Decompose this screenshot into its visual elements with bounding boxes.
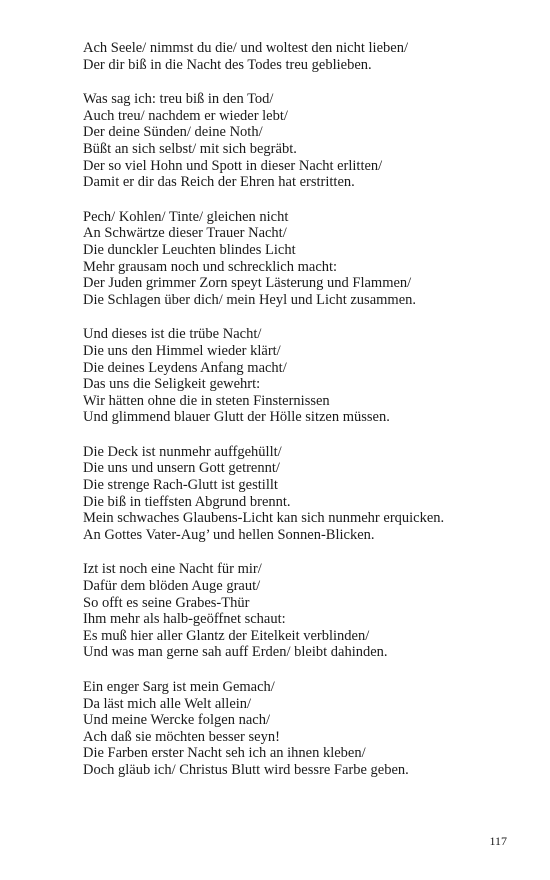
poem-line: Und dieses ist die trübe Nacht/ — [83, 326, 262, 343]
poem-body — [83, 40, 523, 797]
stanza — [83, 326, 523, 426]
poem-line: Der Juden grimmer Zorn speyt Lästerung und Flammen/ — [83, 275, 412, 292]
poem-line: Wir hätten ohne die in steten Finsternissen — [83, 392, 330, 409]
stanza — [83, 561, 523, 661]
poem-line: Und glimmend blauer Glutt der Hölle sitzen müssen. — [83, 409, 390, 426]
poem-line: So offt es seine Grabes-Thür — [83, 594, 250, 611]
poem-line: Mehr grausam noch und schrecklich macht: — [83, 258, 338, 275]
poem-line: Und was man gerne sah auff Erden/ bleibt dahinden. — [83, 644, 388, 661]
poem-line: Was sag ich: treu biß in den Tod/ — [83, 91, 274, 108]
poem-line: Büßt an sich selbst/ mit sich begräbt. — [83, 140, 297, 157]
poem-line: Die dunckler Leuchten blindes Licht — [83, 241, 296, 258]
stanza — [83, 444, 523, 544]
poem-line: Die Deck ist nunmehr auffgehüllt/ — [83, 443, 282, 460]
poem-line: Der dir biß in die Nacht des Todes treu geblieben. — [83, 56, 372, 73]
poem-line: Izt ist noch eine Nacht für mir/ — [83, 561, 262, 578]
poem-line: Pech/ Kohlen/ Tinte/ gleichen nicht — [83, 208, 289, 225]
poem-line: An Schwärtze dieser Trauer Nacht/ — [83, 225, 287, 242]
stanza — [83, 679, 523, 779]
stanza — [83, 209, 523, 309]
poem-line: Die Farben erster Nacht seh ich an ihnen kleben/ — [83, 745, 366, 762]
poem-line: Die strenge Rach-Glutt ist gestillt — [83, 477, 278, 494]
poem-line: Die uns den Himmel wieder klärt/ — [83, 342, 281, 359]
poem-line: Das uns die Seligkeit gewehrt: — [83, 376, 261, 393]
poem-line: Der deine Sünden/ deine Noth/ — [83, 124, 263, 141]
poem-line: Ach Seele/ nimmst du die/ und woltest den nicht lieben/ — [83, 40, 408, 56]
page-number: 117 — [489, 834, 507, 848]
poem-line: Die biß in tieffsten Abgrund brennt. — [83, 493, 291, 510]
poem-line: Und meine Wercke folgen nach/ — [83, 712, 270, 729]
poem-line: An Gottes Vater-Aug’ und hellen Sonnen-Blicken. — [83, 526, 375, 543]
poem-line: Da läst mich alle Welt allein/ — [83, 695, 252, 712]
poem-line: Ihm mehr als halb-geöffnet schaut: — [83, 611, 286, 628]
poem-line: Die deines Leydens Anfang macht/ — [83, 359, 287, 376]
stanza — [83, 91, 523, 191]
poem-line: Doch gläub ich/ Christus Blutt wird bessre Farbe geben. — [83, 761, 409, 778]
poem-line: Die Schlagen über dich/ mein Heyl und Licht zusammen. — [83, 291, 417, 308]
poem-line: Auch treu/ nachdem er wieder lebt/ — [83, 107, 288, 124]
poem-line: Die uns und unsern Gott getrennt/ — [83, 460, 280, 477]
poem-line: Damit er dir das Reich der Ehren hat erstritten. — [83, 174, 355, 191]
poem-line: Es muß hier aller Glantz der Eitelkeit verblinden/ — [83, 627, 370, 644]
poem-line: Ein enger Sarg ist mein Gemach/ — [83, 679, 275, 695]
stanza — [83, 40, 523, 73]
poem-line: Ach daß sie möchten besser seyn! — [83, 728, 280, 745]
poem-line: Mein schwaches Glaubens-Licht kan sich nunmehr erquicken. — [83, 510, 445, 527]
poem-line: Der so viel Hohn und Spott in dieser Nacht erlitten/ — [83, 157, 383, 174]
poem-line: Dafür dem blöden Auge graut/ — [83, 578, 261, 595]
